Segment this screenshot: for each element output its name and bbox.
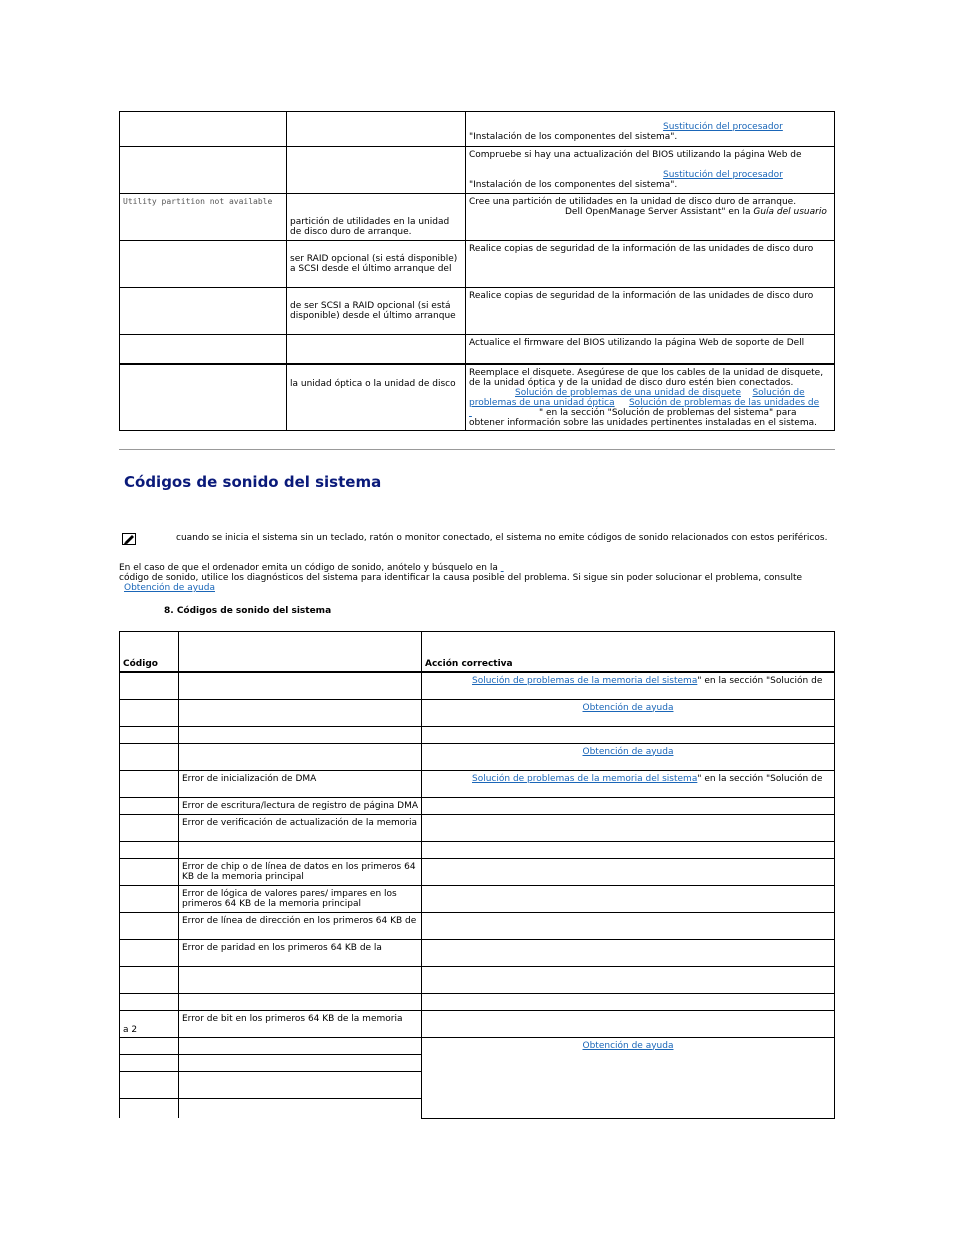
action-cell bbox=[422, 814, 835, 841]
action-text: Cree una partición de utilidades en la unidad de disco duro de arranque. bbox=[469, 197, 797, 207]
cause-cell bbox=[179, 993, 422, 1010]
table-row bbox=[120, 241, 835, 288]
action-text: "Instalación de los componentes del sistema". bbox=[469, 132, 678, 142]
header-action: Acción correctiva bbox=[422, 632, 835, 673]
table-row bbox=[120, 841, 835, 858]
action-cell bbox=[422, 770, 835, 797]
cause-cell: Error de escritura/lectura de registro de página DMA bbox=[179, 797, 422, 814]
note-pencil-icon bbox=[122, 533, 136, 545]
cause-cell bbox=[287, 194, 466, 241]
code-cell bbox=[120, 814, 179, 841]
message-code: Utility partition not available bbox=[123, 197, 273, 206]
table-row bbox=[120, 147, 835, 194]
cause-cell: Error de línea de dirección en los primeros 64 KB de bbox=[179, 912, 422, 939]
action-text: Reemplace el disquete. Asegúrese de que los cables de la unidad de disquete, de la unidad óptica y de la unidad de disco duro estén bien conectados. bbox=[469, 367, 824, 388]
table-row bbox=[120, 364, 835, 431]
cause-cell bbox=[287, 241, 466, 288]
table-row bbox=[120, 288, 835, 335]
section-title: Códigos de sonido del sistema bbox=[124, 473, 382, 491]
cause-cell bbox=[179, 743, 422, 770]
table-row bbox=[120, 858, 835, 885]
table-row bbox=[120, 672, 835, 699]
action-text: Dell OpenManage Server Assistant" en la bbox=[565, 207, 754, 217]
table-row bbox=[120, 993, 835, 1010]
code-cell bbox=[120, 912, 179, 939]
link-unidad-optica-cont[interactable]: problemas de una unidad óptica bbox=[469, 397, 615, 408]
code-cell bbox=[120, 841, 179, 858]
cause-cell: Error de bit en los primeros 64 KB de la memoria bbox=[179, 1010, 422, 1037]
action-text: " en la sección "Solución de bbox=[697, 676, 823, 686]
cause-cell: Error de chip o de línea de datos en los primeros 64 KB de la memoria principal bbox=[179, 858, 422, 885]
table-row bbox=[120, 770, 835, 797]
action-cell bbox=[422, 993, 835, 1010]
action-cell bbox=[422, 858, 835, 885]
action-cell bbox=[422, 841, 835, 858]
action-text: " en la sección "Solución de problemas del sistema" para obtener información sobre las unidades pertinentes instaladas en el sistema. bbox=[469, 407, 817, 428]
cause-text: partición de utilidades en la unidad de disco duro de arranque. bbox=[290, 217, 450, 237]
table-row bbox=[120, 1010, 835, 1037]
message-cell bbox=[120, 194, 287, 241]
code-cell bbox=[120, 1037, 179, 1054]
code-cell bbox=[120, 885, 179, 912]
code-cell bbox=[120, 966, 179, 993]
table-row bbox=[120, 814, 835, 841]
link-obtencion-ayuda[interactable]: Obtención de ayuda bbox=[582, 702, 674, 713]
table-row bbox=[120, 699, 835, 726]
header-cause bbox=[179, 632, 422, 673]
table-caption: 8. Códigos de sonido del sistema bbox=[164, 606, 332, 616]
table-row bbox=[120, 797, 835, 814]
cause-cell bbox=[179, 1037, 422, 1054]
link-memoria-sistema[interactable]: Solución de problemas de la memoria del sistema bbox=[472, 773, 698, 784]
beep-code-table bbox=[119, 631, 835, 1119]
action-cell bbox=[466, 147, 835, 194]
table-row bbox=[120, 885, 835, 912]
intro-line-1 bbox=[119, 563, 539, 573]
table-row bbox=[120, 743, 835, 770]
cause-cell bbox=[287, 335, 466, 364]
action-text: "Instalación de los componentes del sistema". bbox=[469, 180, 678, 190]
link-sustitucion-procesador[interactable]: Sustitución del procesador bbox=[663, 170, 783, 180]
table-row bbox=[120, 966, 835, 993]
table-row bbox=[120, 939, 835, 966]
obtencion-ayuda-link[interactable] bbox=[124, 583, 215, 593]
action-text: Compruebe si hay una actualización del BIOS utilizando la página Web de bbox=[469, 150, 802, 160]
message-cell bbox=[120, 241, 287, 288]
table-row bbox=[120, 112, 835, 147]
cause-cell: Error de inicialización de DMA bbox=[179, 770, 422, 797]
cause-cell bbox=[179, 841, 422, 858]
action-cell: Actualice el firmware del BIOS utilizando la página Web de soporte de Dell bbox=[466, 335, 835, 364]
code-cell bbox=[120, 699, 179, 726]
code-cell bbox=[120, 1071, 179, 1098]
action-cell bbox=[466, 112, 835, 147]
link-unidad-disquete[interactable]: Solución de problemas de una unidad de disquete bbox=[515, 387, 741, 398]
action-cell bbox=[422, 1037, 835, 1118]
cause-cell bbox=[287, 288, 466, 335]
code-cell bbox=[120, 993, 179, 1010]
link-obtencion-ayuda[interactable]: Obtención de ayuda bbox=[582, 1040, 674, 1051]
cause-cell bbox=[287, 364, 466, 431]
code-cell bbox=[120, 858, 179, 885]
link-sustitucion-procesador[interactable]: Sustitución del procesador bbox=[663, 122, 783, 132]
cause-cell bbox=[179, 966, 422, 993]
cause-cell: Error de lógica de valores pares/ impares en los primeros 64 KB de la memoria principal bbox=[179, 885, 422, 912]
cause-cell bbox=[179, 1054, 422, 1071]
message-cell bbox=[120, 364, 287, 431]
guide-title: Guía del usuario bbox=[753, 207, 827, 217]
intro-text: En el caso de que el ordenador emita un código de sonido, anótelo y búsquelo en la bbox=[119, 563, 498, 573]
action-cell: Realice copias de seguridad de la información de las unidades de disco duro bbox=[466, 241, 835, 288]
action-cell bbox=[422, 797, 835, 814]
table-row bbox=[120, 1037, 835, 1054]
message-cell bbox=[120, 147, 287, 194]
link-unidades-disco-cont[interactable] bbox=[469, 408, 539, 418]
code-cell: a 2 bbox=[120, 1010, 179, 1037]
intro-line-2: código de sonido, utilice los diagnósticos del sistema para identificar la causa posible del problema. Si sigue sin poder solucionar el problema, consulte bbox=[119, 573, 803, 583]
link-unidad-optica[interactable]: Solución de bbox=[752, 387, 805, 398]
action-cell bbox=[422, 966, 835, 993]
cause-cell: Error de paridad en los primeros 64 KB de la bbox=[179, 939, 422, 966]
header-code: Código bbox=[120, 632, 179, 673]
message-cell bbox=[120, 112, 287, 147]
action-cell bbox=[422, 672, 835, 699]
cause-text: de ser SCSI a RAID opcional (si está disponible) desde el último arranque bbox=[290, 301, 456, 321]
cause-cell bbox=[179, 1098, 422, 1118]
code-cell bbox=[120, 1098, 179, 1118]
link-unidades-disco[interactable]: Solución de problemas de las unidades de bbox=[628, 397, 820, 408]
cause-text: la unidad óptica o la unidad de disco bbox=[290, 378, 456, 389]
message-cell bbox=[120, 335, 287, 364]
action-cell bbox=[422, 885, 835, 912]
code-cell bbox=[120, 726, 179, 743]
cause-cell bbox=[287, 147, 466, 194]
cause-cell bbox=[179, 672, 422, 699]
cause-cell bbox=[179, 726, 422, 743]
action-cell bbox=[422, 912, 835, 939]
code-cell bbox=[120, 672, 179, 699]
action-cell bbox=[422, 1010, 835, 1037]
code-cell bbox=[120, 743, 179, 770]
action-cell bbox=[422, 939, 835, 966]
code-cell bbox=[120, 797, 179, 814]
table-header-row bbox=[120, 632, 835, 673]
cause-text: ser RAID opcional (si está disponible) a SCSI desde el último arranque del bbox=[290, 254, 458, 274]
beep-table-link[interactable] bbox=[501, 563, 539, 573]
action-cell bbox=[422, 743, 835, 770]
link-obtencion-ayuda[interactable]: Obtención de ayuda bbox=[582, 746, 674, 757]
note-text: cuando se inicia el sistema sin un teclado, ratón o monitor conectado, el sistema no emite códigos de sonido relacionados con estos periféricos. bbox=[176, 533, 828, 543]
action-cell bbox=[422, 726, 835, 743]
section-divider bbox=[119, 449, 835, 450]
link-text[interactable]: Obtención de ayuda bbox=[124, 583, 215, 593]
cause-cell bbox=[287, 112, 466, 147]
action-text: " en la sección "Solución de bbox=[697, 773, 823, 784]
table-row bbox=[120, 912, 835, 939]
code-cell bbox=[120, 1054, 179, 1071]
cause-cell: Error de verificación de actualización de la memoria bbox=[179, 814, 422, 841]
cause-cell bbox=[179, 699, 422, 726]
action-cell bbox=[422, 699, 835, 726]
action-cell bbox=[466, 194, 835, 241]
cause-cell bbox=[179, 1071, 422, 1098]
table-row bbox=[120, 726, 835, 743]
action-cell bbox=[466, 364, 835, 431]
action-cell: Realice copias de seguridad de la información de las unidades de disco duro bbox=[466, 288, 835, 335]
table-row bbox=[120, 194, 835, 241]
table-row bbox=[120, 335, 835, 364]
link-memoria-sistema[interactable]: Solución de problemas de la memoria del sistema bbox=[472, 676, 698, 686]
code-cell bbox=[120, 770, 179, 797]
message-cell bbox=[120, 288, 287, 335]
top-error-table bbox=[119, 111, 835, 431]
code-cell bbox=[120, 939, 179, 966]
